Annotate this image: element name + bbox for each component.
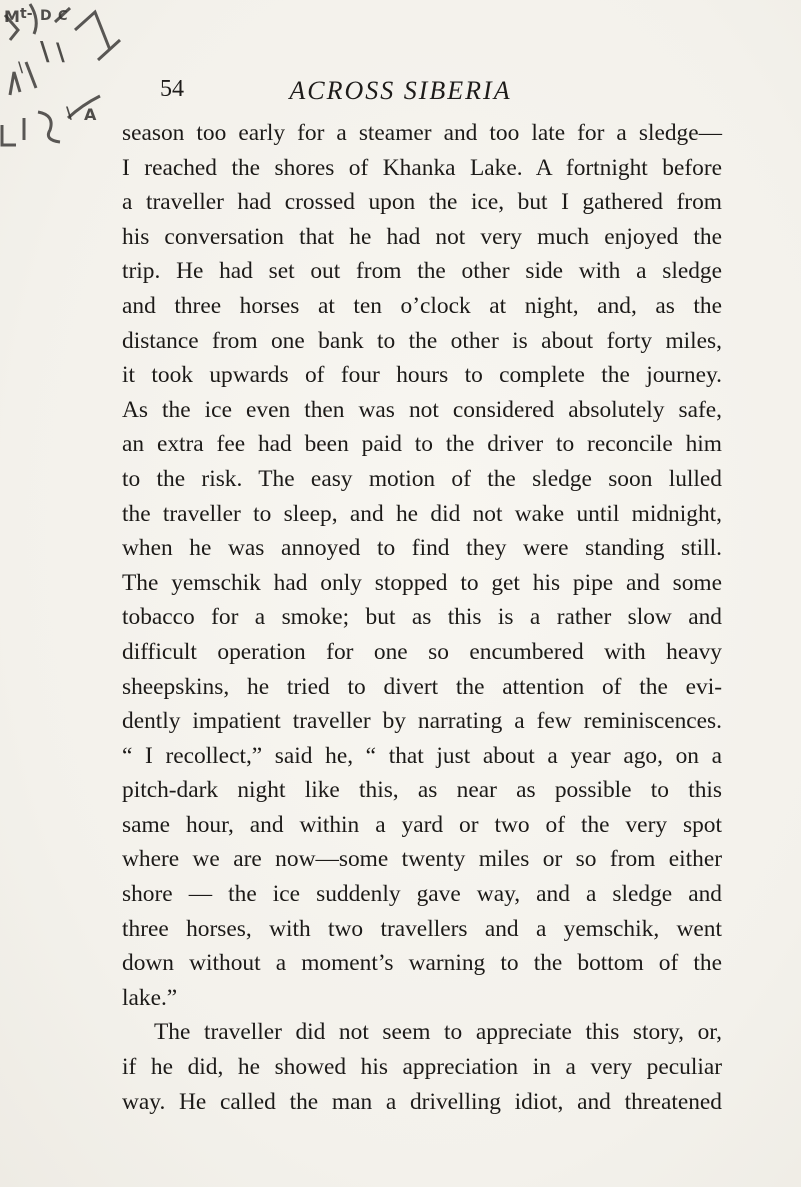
svg-text:C: C: [58, 9, 68, 24]
page-number: 54: [160, 76, 184, 102]
svg-text:M: M: [4, 7, 20, 26]
text-line: dently impatient traveller by narrating a few reminiscences.: [122, 708, 722, 735]
text-line: As the ice even then was not considered absolutely safe,: [122, 396, 722, 423]
svg-text:\: \: [18, 60, 24, 76]
text-line: distance from one bank to the other is about forty miles,: [122, 327, 722, 354]
svg-text:\: \: [66, 103, 72, 122]
text-line: if he did, he showed his appreciation in a very peculiar: [122, 1054, 722, 1081]
text-line: pitch-dark night like this, as near as possible to this: [122, 777, 722, 804]
text-line: an extra fee had been paid to the driver to reconcile him: [122, 431, 722, 458]
text-line: shore — the ice suddenly gave way, and a sledge and: [122, 881, 722, 908]
svg-text:A: A: [84, 105, 97, 124]
text-line: difficult operation for one so encumbered with heavy: [122, 638, 722, 665]
text-line: trip. He had set out from the other side with a sledge: [122, 258, 722, 285]
text-line: the traveller to sleep, and he did not wake until midnight,: [122, 500, 722, 527]
text-line: way. He called the man a drivelling idiot, and threatened: [122, 1088, 722, 1115]
text-line: The yemschik had only stopped to get his pipe and some: [122, 569, 722, 596]
running-title-text: ACROSS SIBERIA: [289, 76, 512, 105]
text-line: down without a moment’s warning to the bottom of the: [122, 950, 722, 977]
text-line: when he was annoyed to find they were standing still.: [122, 535, 722, 562]
text-line: to the risk. The easy motion of the sledge soon lulled: [122, 465, 722, 492]
svg-text:t-: t-: [20, 6, 33, 22]
text-line: “ I recollect,” said he, “ that just about a year ago, on a: [122, 742, 722, 769]
text-line: three horses, with two travellers and a yemschik, went: [122, 915, 722, 942]
text-line: The traveller did not seem to appreciate this story, or,: [154, 1019, 722, 1046]
text-line: lake.”: [122, 984, 178, 1011]
text-line: sheepskins, he tried to divert the attention of the evi-: [122, 673, 722, 700]
running-title: [0, 76, 801, 106]
text-line: and three horses at ten o’clock at night, and, as the: [122, 292, 722, 319]
svg-text:\: \: [40, 37, 50, 67]
text-line: tobacco for a smoke; but as this is a rather slow and: [122, 604, 722, 631]
text-line: a traveller had crossed upon the ice, but I gathered from: [122, 189, 722, 216]
text-line: it took upwards of four hours to complete the journey.: [122, 362, 722, 389]
text-line: same hour, and within a yard or two of the very spot: [122, 811, 722, 838]
text-line: where we are now—some twenty miles or so from either: [122, 846, 722, 873]
text-line: his conversation that he had not very much enjoyed the: [122, 223, 722, 250]
text-line: season too early for a steamer and too late for a sledge—: [122, 120, 722, 146]
text-line: I reached the shores of Khanka Lake. A fortnight before: [122, 154, 722, 181]
svg-text:D: D: [40, 8, 52, 24]
body-text: [122, 116, 722, 1119]
svg-text:\: \: [56, 38, 65, 66]
